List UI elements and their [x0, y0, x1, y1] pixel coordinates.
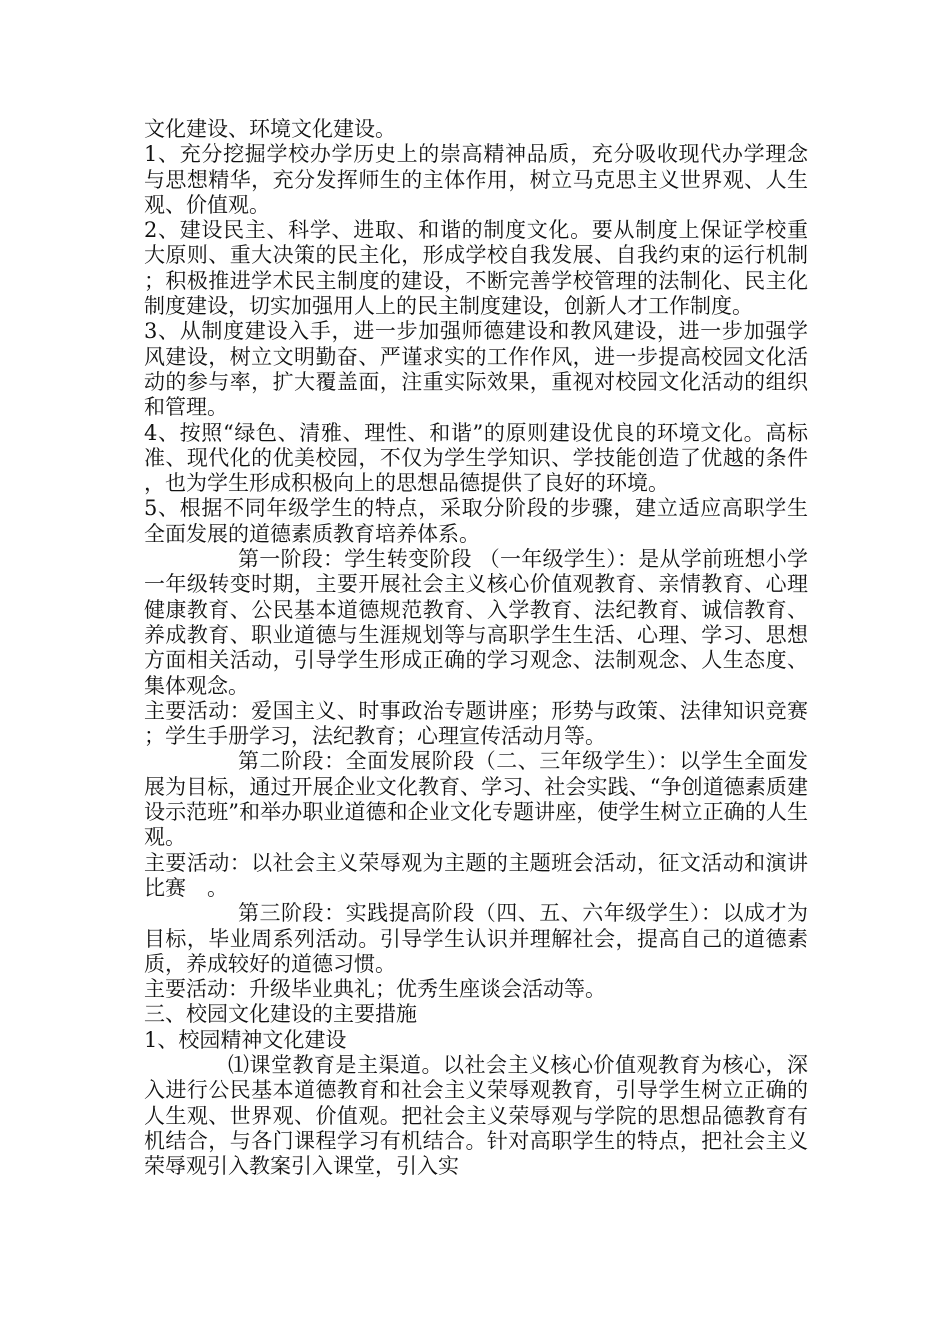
paragraph: 4、按照“绿色、清雅、理性、和谐”的原则建设优良的环境文化。高标准、现代化的优美校园，不仅为学生学知识、学技能创造了优越的条件，也为学生形成积极向上的思想品德提供了良好的环境。 [144, 420, 808, 496]
paragraph: 主要活动：爱国主义、时事政治专题讲座；形势与政策、法律知识竞赛；学生手册学习，法纪教育；心理宣传活动月等。 [144, 698, 808, 749]
paragraph: 第二阶段：全面发展阶段（二、三年级学生）：以学生全面发展为目标，通过开展企业文化教育、学习、社会实践、“争创道德素质建设示范班”和举办职业道德和企业文化专题讲座，使学生树立正确的人生观。 [144, 749, 808, 850]
paragraph: 文化建设、环境文化建设。 [144, 117, 396, 141]
document-body [144, 117, 808, 1179]
paragraph: ⑴课堂教育是主渠道。以社会主义核心价值观教育为核心，深入进行公民基本道德教育和社会主义荣辱观教育，引导学生树立正确的人生观、世界观、价值观。把社会主义荣辱观与学院的思想品德教育有机结合，与各门课程学习有机结合。针对高职学生的特点，把社会主义荣辱观引入教案引入课堂，引入实 [144, 1052, 808, 1179]
paragraph: 主要活动：升级毕业典礼；优秀生座谈会活动等。 [144, 977, 606, 1002]
subsection-heading: 1、校园精神文化建设 [144, 1027, 347, 1052]
paragraph: 2、建设民主、科学、进取、和谐的制度文化。要从制度上保证学校重大原则、重大决策的民主化，形成学校自我发展、自我约束的运行机制；积极推进学术民主制度的建设，不断完善学校管理的法制化、民主化制度建设，切实加强用人上的民主制度建设，创新人才工作制度。 [144, 218, 808, 319]
section-heading: 三、校园文化建设的主要措施 [144, 1002, 417, 1027]
paragraph: 1、充分挖掘学校办学历史上的崇高精神品质，充分吸收现代办学理念与思想精华，充分发挥师生的主体作用，树立马克思主义世界观、人生观、价值观。 [144, 142, 808, 217]
paragraph: 第一阶段：学生转变阶段 （一年级学生）：是从学前班想小学一年级转变时期，主要开展社会主义核心价值观教育、亲情教育、心理健康教育、公民基本道德规范教育、入学教育、法纪教育、诚信教育、养成教育、职业道德与生涯规划等与高职学生生活、心理、学习、思想方面相关活动，引导学生形成正确的学习观念、法制观念、人生态度、集体观念。 [144, 547, 808, 698]
paragraph: 主要活动：以社会主义荣辱观为主题的主题班会活动，征文活动和演讲比赛 。 [144, 850, 808, 900]
paragraph: 第三阶段：实践提高阶段（四、五、六年级学生）：以成才为目标，毕业周系列活动。引导学生认识并理解社会，提高自己的道德素质，养成较好的道德习惯。 [144, 901, 808, 976]
paragraph: 5、根据不同年级学生的特点，采取分阶段的步骤，建立适应高职学生全面发展的道德素质教育培养体系。 [144, 496, 808, 546]
paragraph: 3、从制度建设入手，进一步加强师德建设和教风建设，进一步加强学风建设，树立文明勤奋、严谨求实的工作作风，进一步提高校园文化活动的参与率，扩大覆盖面，注重实际效果，重视对校园文化活动的组织和管理。 [144, 319, 808, 420]
